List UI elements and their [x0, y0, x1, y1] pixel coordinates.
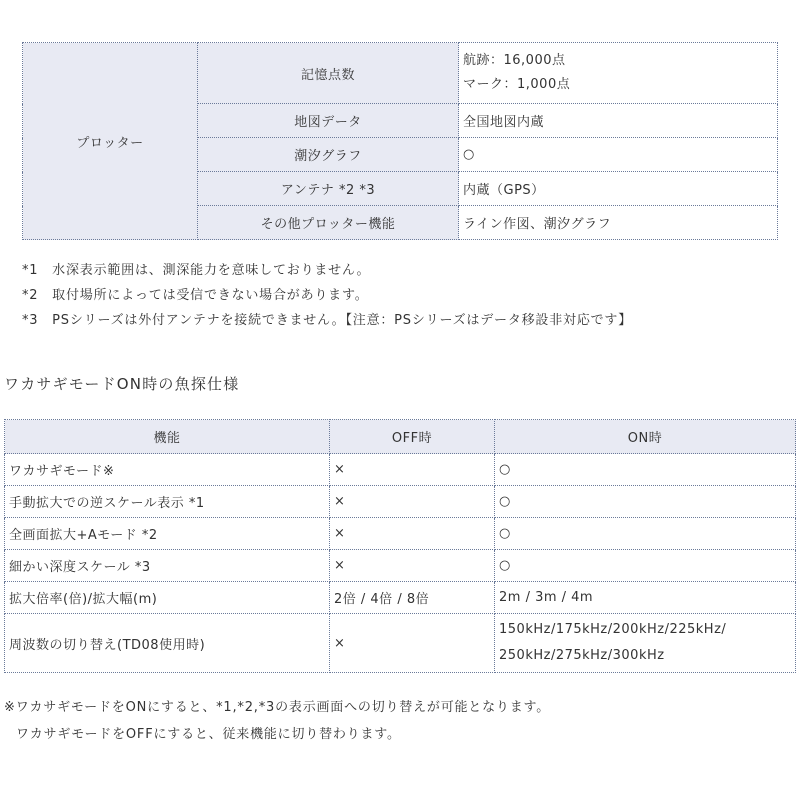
- row-value: 全国地図内蔵: [459, 104, 778, 138]
- off-cell: ×: [330, 518, 495, 550]
- off-cell: ×: [330, 614, 495, 673]
- row-label: 記憶点数: [198, 43, 459, 104]
- table-row: [5, 550, 796, 582]
- value-line: 250kHz/275kHz/300kHz: [499, 648, 665, 663]
- plotter-spec-table: [22, 42, 778, 240]
- on-cell: ○: [495, 550, 796, 582]
- table-row: [5, 486, 796, 518]
- on-cell: [495, 614, 796, 673]
- group-label: プロッター: [23, 43, 198, 240]
- header-off: OFF時: [330, 420, 495, 454]
- footer-note: ※ワカサギモードをONにすると、*1,*2,*3の表示画面への切り替えが可能となります。: [4, 700, 551, 715]
- row-label: その他プロッター機能: [198, 206, 459, 240]
- on-cell: 2m / 3m / 4m: [495, 582, 796, 614]
- table-row: [5, 614, 796, 673]
- on-cell: ○: [495, 518, 796, 550]
- footnote: *3 PSシリーズは外付アンテナを接続できません。【注意：PSシリーズはデータ移設非対応です】: [22, 313, 633, 328]
- row-label: 地図データ: [198, 104, 459, 138]
- footer-notes: [4, 694, 550, 748]
- footnote: *1 水深表示範囲は、測深能力を意味しておりません。: [22, 263, 371, 278]
- value-line: 航跡：16,000点: [463, 53, 566, 68]
- off-cell: 2倍 / 4倍 / 8倍: [330, 582, 495, 614]
- footnote: *2 取付場所によっては受信できない場合があります。: [22, 288, 369, 303]
- row-value: ○: [459, 138, 778, 172]
- row-label: 潮汐グラフ: [198, 138, 459, 172]
- row-value: [459, 43, 778, 104]
- feature-cell: 手動拡大での逆スケール表示 *1: [5, 486, 330, 518]
- value-line: 150kHz/175kHz/200kHz/225kHz/: [499, 622, 727, 637]
- header-on: ON時: [495, 420, 796, 454]
- row-value: ライン作図、潮汐グラフ: [459, 206, 778, 240]
- footnotes: [22, 258, 632, 333]
- row-label: アンテナ *2 *3: [198, 172, 459, 206]
- off-cell: ×: [330, 486, 495, 518]
- wakasagi-spec-table: [4, 419, 796, 673]
- table-row: [23, 43, 778, 104]
- table-row: [5, 454, 796, 486]
- row-value: 内蔵（GPS）: [459, 172, 778, 206]
- off-cell: ×: [330, 550, 495, 582]
- table-row: [5, 518, 796, 550]
- feature-cell: 周波数の切り替え(TD08使用時): [5, 614, 330, 673]
- section-title: ワカサギモードON時の魚探仕様: [4, 375, 240, 393]
- value-line: マーク：1,000点: [463, 77, 571, 92]
- off-cell: ×: [330, 454, 495, 486]
- on-cell: ○: [495, 486, 796, 518]
- feature-cell: 拡大倍率(倍)/拡大幅(m): [5, 582, 330, 614]
- on-cell: ○: [495, 454, 796, 486]
- table-row: [5, 582, 796, 614]
- feature-cell: 全画面拡大+Aモード *2: [5, 518, 330, 550]
- footer-note: ワカサギモードをOFFにすると、従来機能に切り替わります。: [16, 727, 401, 742]
- header-feature: 機能: [5, 420, 330, 454]
- feature-cell: 細かい深度スケール *3: [5, 550, 330, 582]
- header-row: [5, 420, 796, 454]
- feature-cell: ワカサギモード※: [5, 454, 330, 486]
